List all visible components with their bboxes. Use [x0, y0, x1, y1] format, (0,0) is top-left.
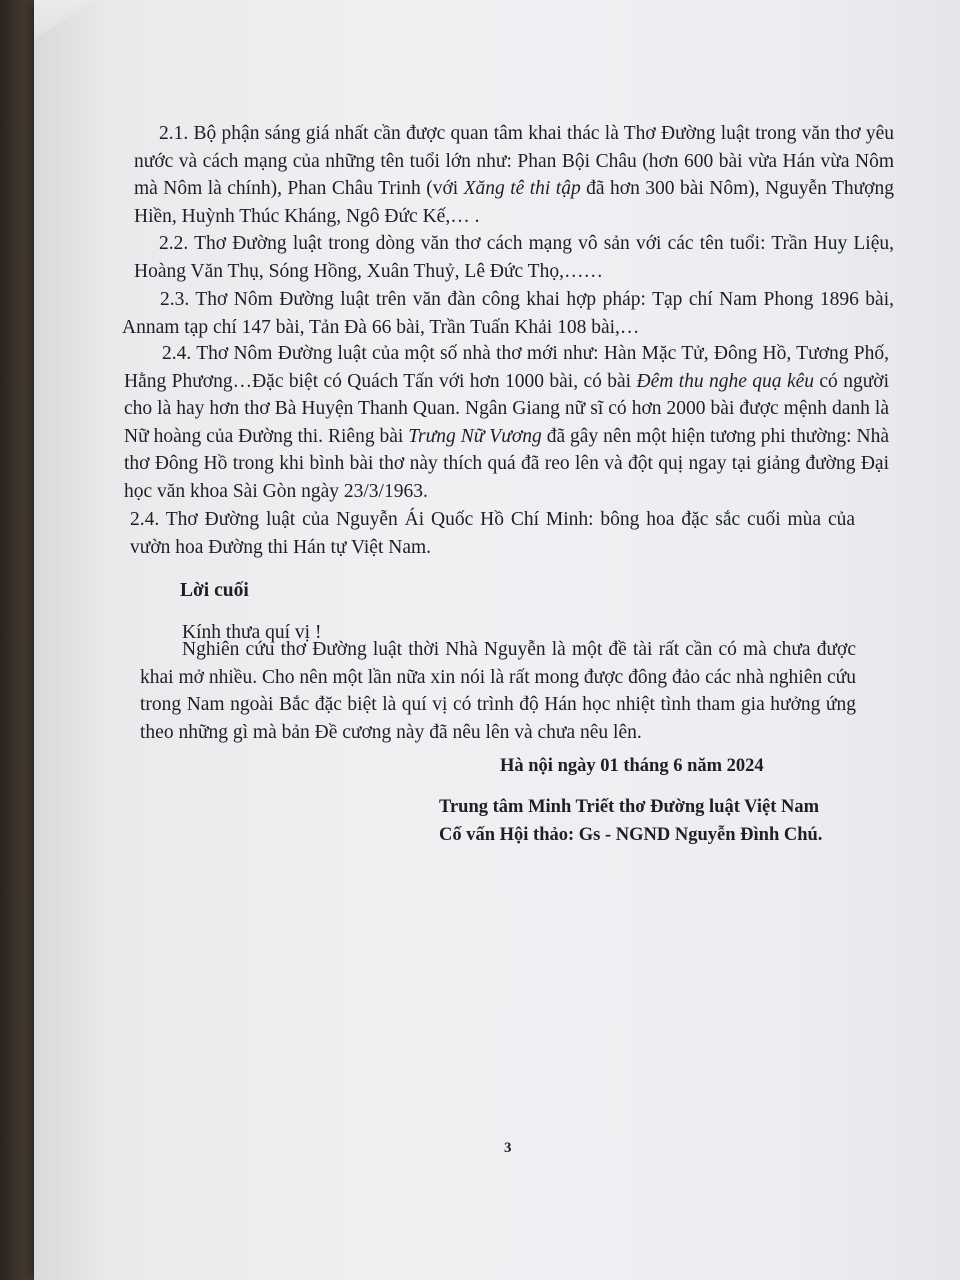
- paragraph-2-4-text-a: 2.4. Thơ Nôm Đường luật của một số nhà thơ mới như: Hàn Mặc Tử, Đông Hồ, Tương Phố, Hằng Phương…Đặc biệt có Quách Tấn với hơn 1000 bài, có bài: [124, 343, 889, 392]
- closing-heading: Lời cuối: [180, 580, 249, 601]
- paragraph-2-1-italic-title: Xăng tê thi tập: [463, 178, 581, 199]
- signature-organization: Trung tâm Minh Triết thơ Đường luật Việt Nam: [439, 797, 820, 817]
- paragraph-2-4-text-c: đã gây nên một hiện tương phi thường: Nhà thơ Đông Hồ trong khi bình bài thơ này thích quá đã reo lên và đột quị ngay tại giảng đường Đại học văn khoa Sài Gòn ngày 23/3/1963.: [124, 425, 889, 502]
- document-page: [34, 0, 960, 1280]
- paragraph-2-4-italic-title-2: Trưng Nữ Vương: [408, 425, 542, 447]
- page-number: 3: [504, 1140, 512, 1156]
- paragraph-2-4-text-b: có người cho là hay hơn thơ Bà Huyện Thanh Quan. Ngân Giang nữ sĩ có hơn 2000 bài được mệnh danh là Nữ hoàng của Đường thi. Riêng bài: [124, 370, 889, 447]
- paragraph-2-1: [134, 120, 894, 230]
- signature-advisor: Cố vấn Hội thảo: Gs - NGND Nguyễn Đình Chú.: [439, 825, 823, 845]
- date-line: Hà nội ngày 01 tháng 6 năm 2024: [500, 756, 764, 776]
- paragraph-2-3: 2.3. Thơ Nôm Đường luật trên văn đàn công khai hợp pháp: Tạp chí Nam Phong 1896 bài, Annam tạp chí 147 bài, Tản Đà 66 bài, Trần Tuấn Khải 108 bài,…: [122, 289, 894, 338]
- paragraph-2-4-new-poets: [124, 340, 889, 505]
- paragraph-2-2: 2.2. Thơ Đường luật trong dòng văn thơ cách mạng vô sản với các tên tuổi: Trần Huy Liệu, Hoàng Văn Thụ, Sóng Hồng, Xuân Thuỷ, Lê Đức Thọ,……: [134, 233, 894, 282]
- paragraph-2-1-text-b: đã hơn 300 bài Nôm), Nguyễn Thượng Hiền, Huỳnh Thúc Kháng, Ngô Đức Kế,… .: [134, 178, 894, 227]
- greeting: Kính thưa quí vị !: [182, 622, 322, 643]
- paragraph-2-1-text-a: 2.1. Bộ phận sáng giá nhất cần được quan tâm khai thác là Thơ Đường luật trong văn thơ yêu nước và cách mạng của những tên tuổi lớn như: Phan Bội Châu (hơn 600 bài vừa Hán vừa Nôm mà Nôm là chính), Phan Châu Trinh (với: [134, 123, 894, 199]
- closing-paragraph: Nghiên cứu thơ Đường luật thời Nhà Nguyễn là một đề tài rất cần có mà chưa được khai mở nhiều. Cho nên một lần nữa xin nói là rất mong được đông đảo các nhà nghiên cứu trong Nam ngoài Bắc đặc biệt là quí vị có trình độ Hán học nhiệt tình tham gia hưởng ứng theo những gì mà bản Đề cương này đã nêu lên và chưa nêu lên.: [140, 639, 856, 743]
- paragraph-2-4-italic-title-1: Đêm thu nghe quạ kêu: [636, 370, 815, 392]
- paragraph-2-4-ho-chi-minh: 2.4. Thơ Đường luật của Nguyễn Ái Quốc Hồ Chí Minh: bông hoa đặc sắc cuối mùa của vườn hoa Đường thi Hán tự Việt Nam.: [130, 509, 855, 558]
